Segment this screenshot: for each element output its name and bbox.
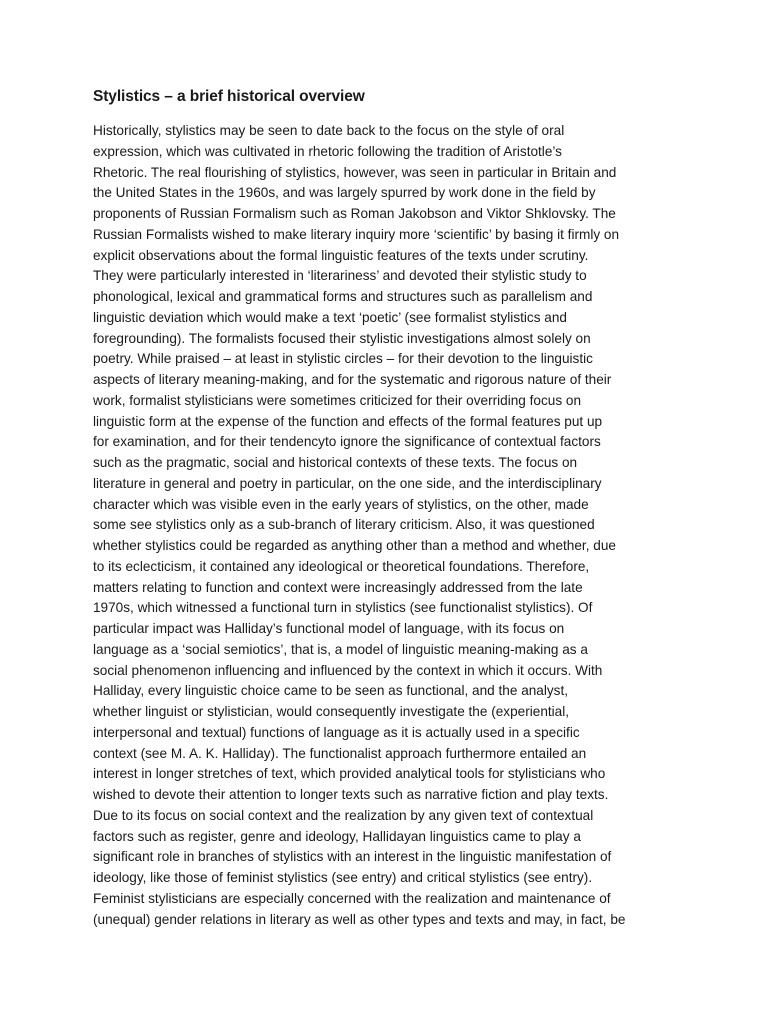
text-line: interpersonal and textual) functions of language as it is actually used in a specific bbox=[93, 724, 580, 740]
text-line: Rhetoric. The real flourishing of stylistics, however, was seen in particular in Britain and bbox=[93, 164, 617, 180]
text-line: Historically, stylistics may be seen to date back to the focus on the style of oral bbox=[93, 123, 565, 138]
text-line: Russian Formalists wished to make literary inquiry more ‘scientific’ by basing it firmly on bbox=[93, 226, 620, 242]
text-line: aspects of literary meaning-making, and for the systematic and rigorous nature of their bbox=[93, 372, 612, 387]
text-line: matters relating to function and context were increasingly addressed from the late bbox=[93, 579, 583, 595]
document-title: Stylistics – a brief historical overview bbox=[93, 88, 365, 105]
text-line: literature in general and poetry in particular, on the one side, and the interdisciplinary bbox=[93, 475, 602, 491]
text-line: explicit observations about the formal linguistic features of the texts under scrutiny. bbox=[93, 247, 589, 263]
text-line: 1970s, which witnessed a functional turn in stylistics (see functionalist stylistics). Of bbox=[93, 600, 593, 616]
text-line: such as the pragmatic, social and historical contexts of these texts. The focus on bbox=[93, 455, 578, 470]
text-line: ideology, like those of feminist stylistics (see entry) and critical stylistics (see entry). bbox=[93, 870, 593, 885]
text-line: language as a ‘social semiotics’, that is, a model of linguistic meaning-making as a bbox=[93, 641, 588, 657]
text-line: Due to its focus on social context and the realization by any given text of contextual bbox=[93, 807, 594, 823]
text-line: whether stylistics could be regarded as anything other than a method and whether, due bbox=[93, 538, 616, 553]
text-line: character which was visible even in the early years of stylistics, on the other, made bbox=[93, 496, 589, 512]
text-line: work, formalist stylisticians were sometimes criticized for their overriding focus on bbox=[93, 392, 582, 408]
text-line: particular impact was Halliday’s functional model of language, with its focus on bbox=[93, 621, 565, 636]
body-paragraph bbox=[93, 121, 676, 930]
text-line: expression, which was cultivated in rhetoric following the tradition of Aristotle’s bbox=[93, 143, 562, 159]
text-line: poetry. While praised – at least in stylistic circles – for their devotion to the linguistic bbox=[93, 351, 593, 367]
text-line: (unequal) gender relations in literary as well as other types and texts and may, in fact, be bbox=[93, 911, 626, 927]
text-line: proponents of Russian Formalism such as Roman Jakobson and Viktor Shklovsky. The bbox=[93, 206, 616, 221]
text-line: whether linguist or stylistician, would consequently investigate the (experiential, bbox=[93, 704, 570, 719]
text-line: significant role in branches of stylistics with an interest in the linguistic manifestation of bbox=[93, 849, 612, 865]
text-line: linguistic form at the expense of the function and effects of the formal features put up bbox=[93, 413, 603, 429]
text-line: They were particularly interested in ‘literariness’ and devoted their stylistic study to bbox=[93, 268, 587, 284]
text-line: wished to devote their attention to longer texts such as narrative fiction and play texts. bbox=[93, 787, 609, 802]
document-page bbox=[93, 86, 676, 930]
text-line: Feminist stylisticians are especially concerned with the realization and maintenance of bbox=[93, 890, 611, 906]
text-line: context (see M. A. K. Halliday). The functionalist approach furthermore entailed an bbox=[93, 745, 587, 761]
text-line: some see stylistics only as a sub-branch of literary criticism. Also, it was questioned bbox=[93, 517, 595, 533]
text-line: phonological, lexical and grammatical forms and structures such as parallelism and bbox=[93, 289, 593, 304]
text-line: for examination, and for their tendencyto ignore the significance of contextual factors bbox=[93, 434, 601, 450]
text-line: the United States in the 1960s, and was largely spurred by work done in the field by bbox=[93, 185, 596, 201]
text-line: linguistic deviation which would make a text ‘poetic’ (see formalist stylistics and bbox=[93, 309, 567, 325]
text-line: foregrounding). The formalists focused their stylistic investigations almost solely on bbox=[93, 330, 591, 346]
text-line: Halliday, every linguistic choice came to be seen as functional, and the analyst, bbox=[93, 683, 569, 699]
text-line: to its eclecticism, it contained any ideological or theoretical foundations. Therefore, bbox=[93, 558, 590, 574]
text-line: interest in longer stretches of text, which provided analytical tools for stylisticians who bbox=[93, 766, 606, 782]
text-line: social phenomenon influencing and influenced by the context in which it occurs. With bbox=[93, 662, 603, 678]
text-line: factors such as register, genre and ideology, Hallidayan linguistics came to play a bbox=[93, 828, 581, 844]
